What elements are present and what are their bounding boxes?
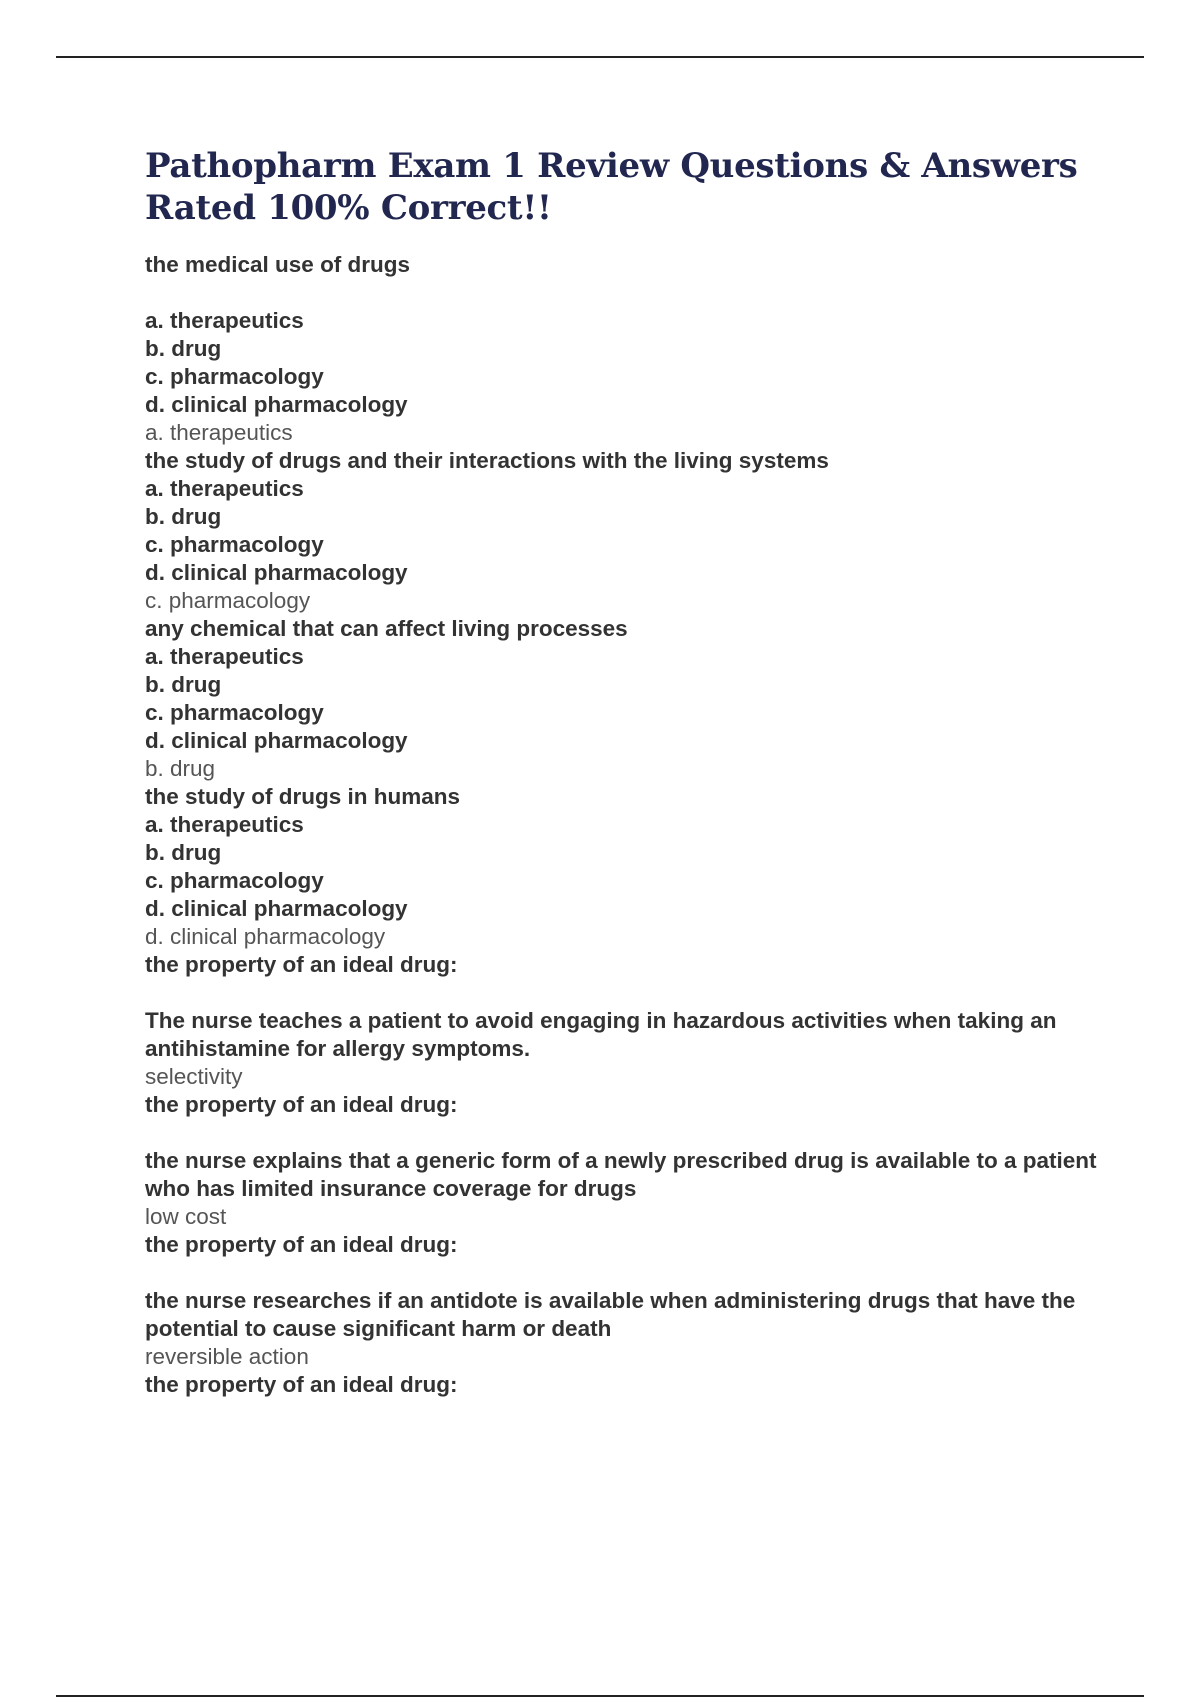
question-block bbox=[145, 1371, 1105, 1399]
footer-rule bbox=[56, 1695, 1144, 1697]
question-prompt: the property of an ideal drug: bbox=[145, 1232, 458, 1257]
question-option: a. therapeutics bbox=[145, 644, 304, 669]
question-option: d. clinical pharmacology bbox=[145, 392, 408, 417]
question-prompt: the medical use of drugs bbox=[145, 252, 411, 277]
question-block bbox=[145, 1231, 1105, 1371]
question-option: b. drug bbox=[145, 336, 222, 361]
question-block bbox=[145, 951, 1105, 1091]
question-prompt: the property of an ideal drug: bbox=[145, 952, 458, 977]
question-option: b. drug bbox=[145, 672, 222, 697]
blank-line bbox=[145, 979, 1105, 1007]
question-option: d. clinical pharmacology bbox=[145, 728, 408, 753]
question-block bbox=[145, 615, 1105, 783]
answer-text: a. therapeutics bbox=[145, 420, 293, 445]
question-option: c. pharmacology bbox=[145, 532, 324, 557]
answer-text: reversible action bbox=[145, 1344, 309, 1369]
question-option: the nurse researches if an antidote is available when administering drugs that have the potential to cause significant harm or death bbox=[145, 1288, 1076, 1341]
question-option: d. clinical pharmacology bbox=[145, 896, 408, 921]
question-option: b. drug bbox=[145, 504, 222, 529]
question-block bbox=[145, 1091, 1105, 1231]
question-prompt: the study of drugs and their interactions with the living systems bbox=[145, 448, 829, 473]
answer-text: b. drug bbox=[145, 756, 216, 781]
question-option: a. therapeutics bbox=[145, 476, 304, 501]
question-prompt: the study of drugs in humans bbox=[145, 784, 461, 809]
question-block bbox=[145, 447, 1105, 615]
header-rule bbox=[56, 56, 1144, 58]
answer-text: d. clinical pharmacology bbox=[145, 924, 386, 949]
document-title: Pathopharm Exam 1 Review Questions & Answers Rated 100% Correct!! bbox=[145, 146, 1078, 228]
blank-line bbox=[145, 1259, 1105, 1287]
question-list bbox=[145, 251, 1105, 1399]
answer-text: selectivity bbox=[145, 1064, 243, 1089]
answer-text: low cost bbox=[145, 1204, 227, 1229]
question-option: c. pharmacology bbox=[145, 700, 324, 725]
question-prompt: any chemical that can affect living processes bbox=[145, 616, 628, 641]
question-option: d. clinical pharmacology bbox=[145, 560, 408, 585]
question-option: a. therapeutics bbox=[145, 812, 304, 837]
question-option: c. pharmacology bbox=[145, 868, 324, 893]
answer-text: c. pharmacology bbox=[145, 588, 311, 613]
question-option: b. drug bbox=[145, 840, 222, 865]
document-body bbox=[145, 145, 1105, 1399]
question-block bbox=[145, 783, 1105, 951]
question-prompt: the property of an ideal drug: bbox=[145, 1092, 458, 1117]
question-option: the nurse explains that a generic form of a newly prescribed drug is available to a patient who has limited insurance coverage for drugs bbox=[145, 1148, 1097, 1201]
question-option: The nurse teaches a patient to avoid engaging in hazardous activities when taking an antihistamine for allergy symptoms. bbox=[145, 1008, 1057, 1061]
question-block bbox=[145, 251, 1105, 447]
question-option: c. pharmacology bbox=[145, 364, 324, 389]
blank-line bbox=[145, 279, 1105, 307]
question-option: a. therapeutics bbox=[145, 308, 304, 333]
blank-line bbox=[145, 1119, 1105, 1147]
question-prompt: the property of an ideal drug: bbox=[145, 1372, 458, 1397]
